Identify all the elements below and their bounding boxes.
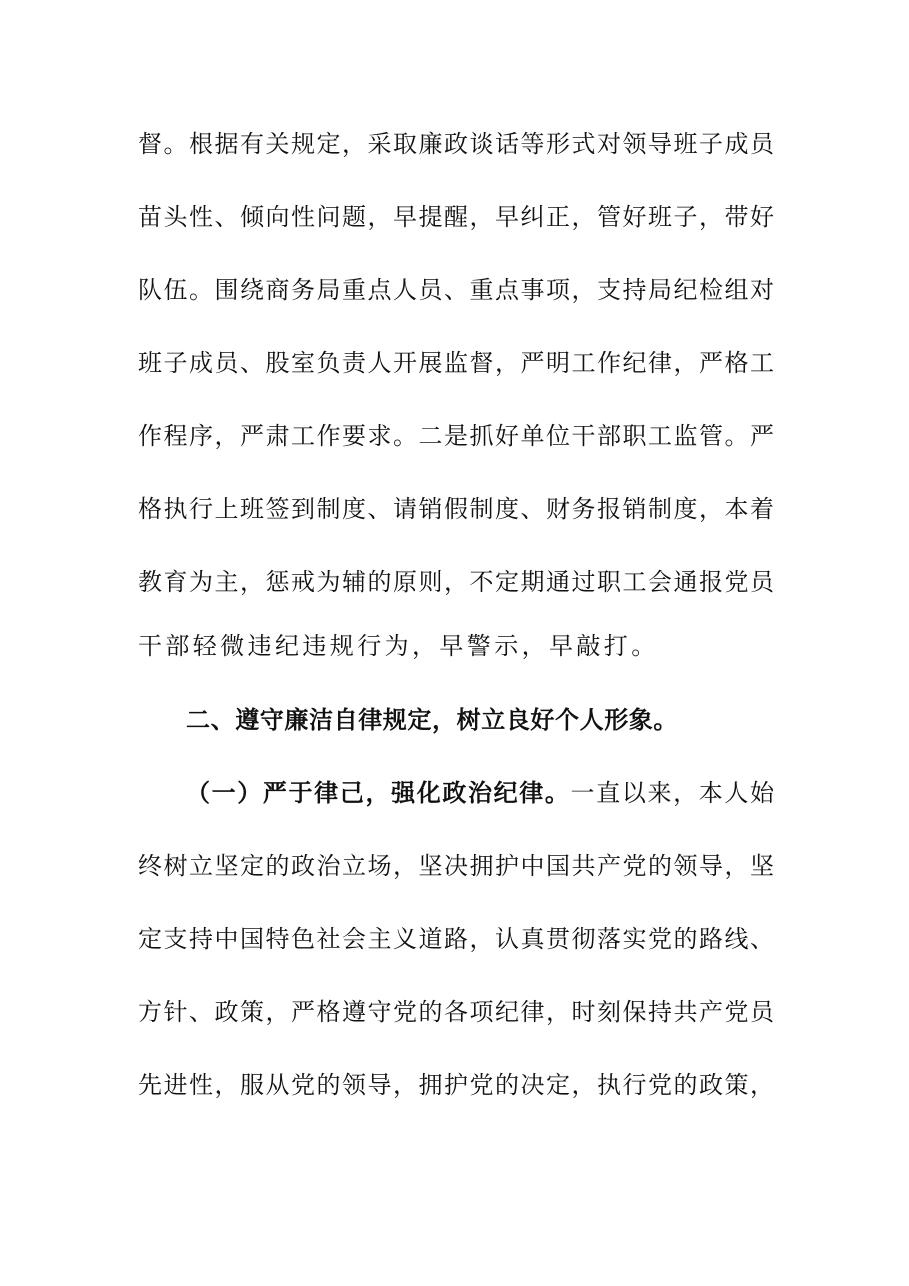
body-text-line: 先进性，服从党的领导，拥护党的决定，执行党的政策， bbox=[138, 1071, 774, 1099]
body-text-line: 教育为主，惩戒为辅的原则，不定期通过职工会通报党员 bbox=[138, 568, 774, 596]
body-text-line: 干部轻微违纪违规行为，早警示，早敲打。 bbox=[138, 632, 659, 660]
body-text-line: 方针、政策，严格遵守党的各项纪律，时刻保持共产党员 bbox=[138, 998, 774, 1026]
subsection-title: （一）严于律己，强化政治纪律。 bbox=[186, 778, 571, 807]
section-heading: 二、遵守廉洁自律规定，树立良好个人形象。 bbox=[186, 705, 678, 734]
body-text-line: 苗头性、倾向性问题，早提醒，早纠正，管好班子，带好 bbox=[138, 203, 774, 231]
body-text-line: 作程序，严肃工作要求。二是抓好单位干部职工监管。严 bbox=[138, 422, 774, 450]
body-text-line: 队伍。围绕商务局重点人员、重点事项，支持局纪检组对 bbox=[138, 276, 774, 304]
subsection-first-line bbox=[186, 773, 774, 813]
body-text-line: 督。根据有关规定，采取廉政谈话等形式对领导班子成员 bbox=[138, 130, 774, 158]
body-text-line: 班子成员、股室负责人开展监督，严明工作纪律，严格工 bbox=[138, 349, 774, 377]
body-text-line: 格执行上班签到制度、请销假制度、财务报销制度，本着 bbox=[138, 495, 774, 523]
body-text-line: 定支持中国特色社会主义道路，认真贯彻落实党的路线、 bbox=[138, 925, 774, 953]
body-text-span: 一直以来，本人始 bbox=[570, 779, 775, 807]
body-text-line: 终树立坚定的政治立场，坚决拥护中国共产党的领导，坚 bbox=[138, 852, 774, 880]
